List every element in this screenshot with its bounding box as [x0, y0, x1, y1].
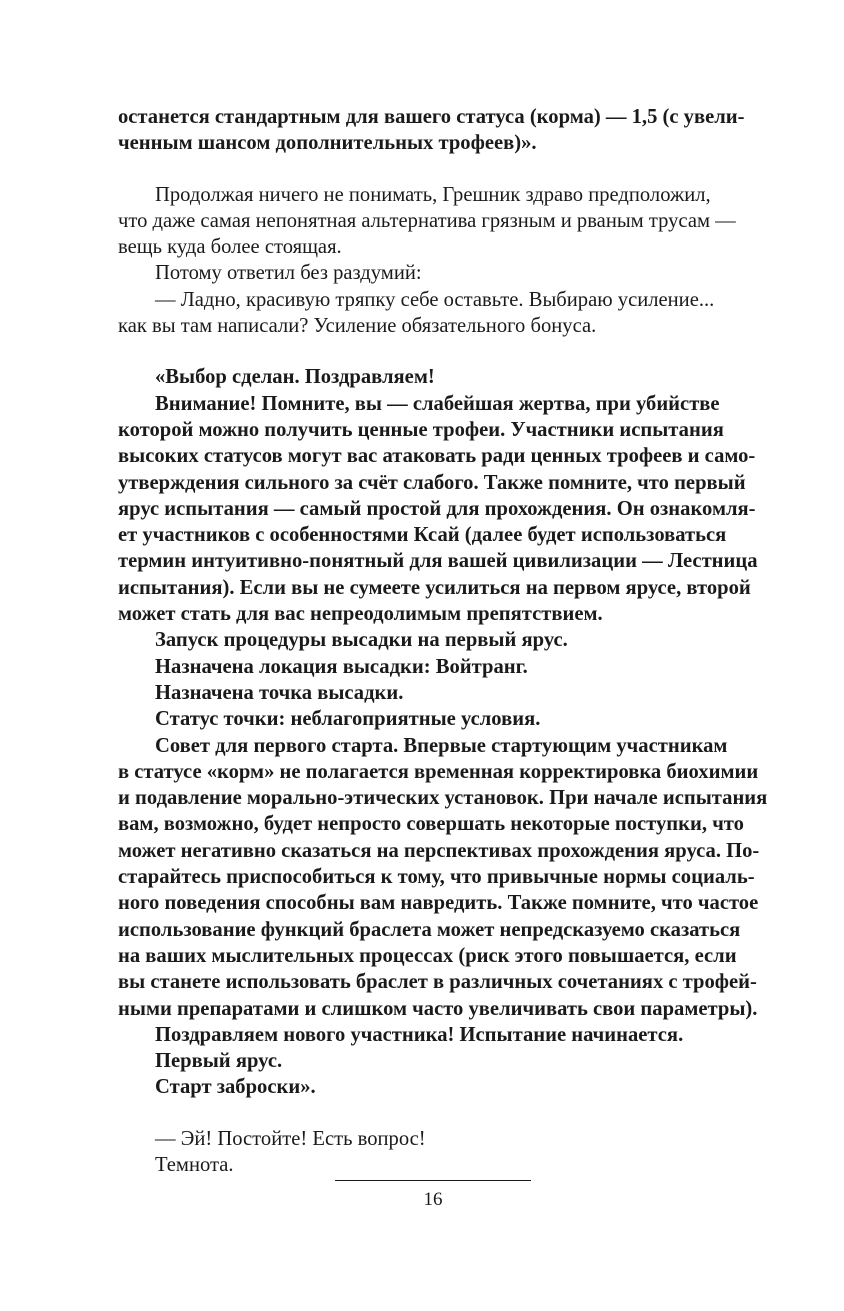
text-line: в статусе «корм» не полагается временная корректировка биохимии	[118, 760, 759, 783]
text-line: высоких статусов могут вас атаковать ради ценных трофеев и само-	[118, 445, 756, 468]
text-line: ярус испытания — самый простой для прохождения. Он ознакомля-	[118, 497, 756, 520]
text-line: может стать для вас непреодолимым препятствием.	[118, 603, 603, 626]
text-line: «Выбор сделан. Поздравляем!	[155, 366, 435, 389]
text-line: Назначена точка высадки.	[155, 681, 404, 704]
text-line: Продолжая ничего не понимать, Грешник здраво предположил,	[155, 183, 711, 206]
text-line: и подавление морально-этических установок. При начале испытания	[118, 787, 768, 810]
text-line: Назначена локация высадки: Войтранг.	[155, 655, 528, 678]
text-line: Первый ярус.	[155, 1050, 283, 1073]
text-line: вы станете использовать браслет в различных сочетаниях с трофей-	[118, 971, 757, 994]
text-line: Запуск процедуры высадки на первый ярус.	[155, 629, 568, 652]
page-number: 16	[423, 1189, 443, 1210]
text-line: — Эй! Постойте! Есть вопрос!	[155, 1127, 426, 1150]
text-line: ными препаратами и слишком часто увеличивать свои параметры).	[118, 997, 758, 1020]
text-line: Статус точки: неблагоприятные условия.	[155, 708, 541, 731]
text-line: которой можно получить ценные трофеи. Участники испытания	[118, 418, 724, 441]
text-line: что даже самая непонятная альтернатива грязным и рваным трусам —	[118, 209, 736, 232]
text-line: ченным шансом дополнительных трофеев)».	[118, 132, 537, 155]
text-line: Поздравляем нового участника! Испытание начинается.	[155, 1023, 684, 1046]
text-line: вам, возможно, будет непросто совершать некоторые поступки, что	[118, 813, 744, 836]
text-line: испытания). Если вы не сумеете усилиться на первом ярусе, второй	[118, 576, 751, 599]
text-line: может негативно сказаться на перспективах прохождения яруса. По-	[118, 839, 760, 862]
text-line: термин интуитивно-понятный для вашей цивилизации — Лестница	[118, 550, 758, 573]
text-line: ного поведения способны вам навредить. Также помните, что частое	[118, 892, 759, 915]
text-line: Старт заброски».	[155, 1076, 316, 1099]
text-line: Потому ответил без раздумий:	[155, 262, 422, 285]
text-line: вещь куда более стоящая.	[118, 236, 342, 259]
text-line: Совет для первого старта. Впервые стартующим участникам	[155, 734, 728, 757]
text-line: как вы там написали? Усиление обязательного бонуса.	[118, 315, 597, 338]
text-line: Темнота.	[155, 1153, 234, 1176]
footer-rule	[335, 1180, 531, 1181]
text-line: ет участников с особенностями Ксай (далее будет использоваться	[118, 524, 727, 547]
text-line: утверждения сильного за счёт слабого. Также помните, что первый	[118, 471, 746, 494]
text-line: использование функций браслета может непредсказуемо сказаться	[118, 918, 741, 941]
text-line: Внимание! Помните, вы — слабейшая жертва, при убийстве	[155, 392, 720, 415]
text-line: — Ладно, красивую тряпку себе оставьте. Выбираю усиление...	[155, 288, 715, 311]
text-line: останется стандартным для вашего статуса (корма) — 1,5 (с увели-	[118, 106, 745, 128]
book-page-text	[118, 104, 768, 1178]
text-line: старайтесь приспособиться к тому, что привычные нормы социаль-	[118, 866, 755, 889]
text-line: на ваших мыслительных процессах (риск этого повышается, если	[118, 944, 737, 967]
